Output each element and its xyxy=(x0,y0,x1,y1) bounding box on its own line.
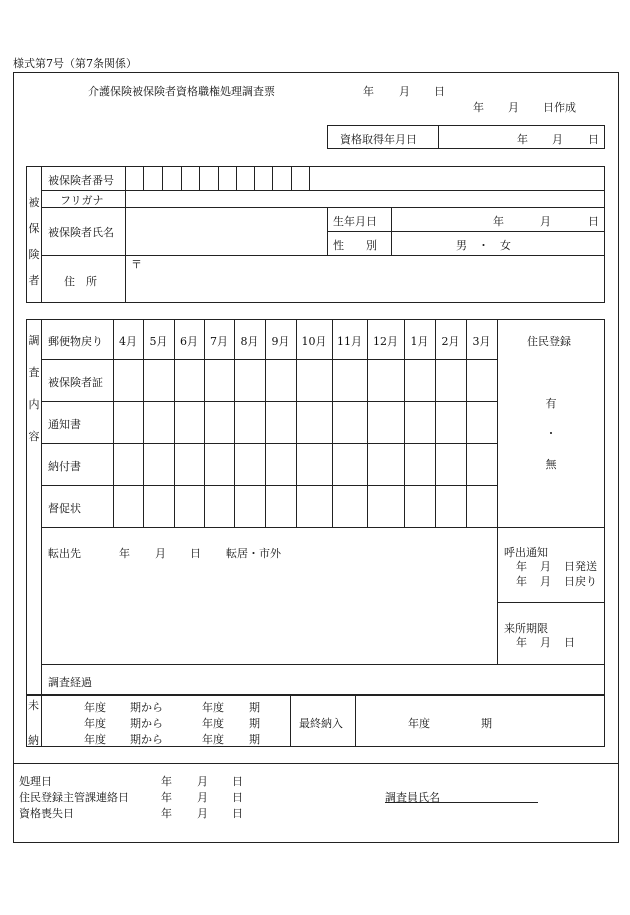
address-field[interactable] xyxy=(126,256,604,302)
birth-date-label: 生年月日 xyxy=(333,215,377,228)
row-label-notice: 通知書 xyxy=(48,418,81,431)
gender-options[interactable]: 男 ・ 女 xyxy=(456,239,511,252)
furigana-label: フリガナ xyxy=(60,194,104,207)
transfer-type[interactable]: 転居・市外 xyxy=(226,547,281,560)
form-number: 様式第7号（第7条関係） xyxy=(13,57,137,70)
month-header: 10月 xyxy=(301,335,327,348)
resident-contact-date-label: 住民登録主管課連絡日 xyxy=(19,791,129,804)
month-header: 1月 xyxy=(410,335,429,348)
month-header: 6月 xyxy=(180,335,198,348)
survey-progress-label: 調査経過 xyxy=(48,676,92,689)
month-header: 11月 xyxy=(337,335,362,348)
insured-name-label: 被保険者氏名 xyxy=(48,226,114,239)
call-notice-label: 呼出通知 xyxy=(504,546,548,559)
investigator-name-underline xyxy=(385,802,538,803)
resident-no[interactable]: 無 xyxy=(545,458,557,471)
visit-deadline-label: 来所期限 xyxy=(504,622,548,635)
gender-label: 性 別 xyxy=(333,239,377,252)
insured-name-field[interactable] xyxy=(126,208,326,254)
insured-number-label: 被保険者番号 xyxy=(48,174,114,187)
furigana-field[interactable] xyxy=(126,191,604,206)
insured-side-label: 被 保 険 者 xyxy=(28,196,40,287)
postal-mark: 〒 xyxy=(131,258,142,271)
month-header: 7月 xyxy=(210,335,228,348)
month-header: 8月 xyxy=(240,335,259,348)
row-label-reminder: 督促状 xyxy=(48,502,81,515)
resident-registration-label: 住民登録 xyxy=(527,335,571,348)
survey-progress-field[interactable] xyxy=(120,665,604,694)
resident-yes[interactable]: 有 xyxy=(545,397,557,410)
month-header: 9月 xyxy=(271,335,290,348)
investigator-name-label: 調査員氏名 xyxy=(385,791,440,804)
qualification-loss-date-label: 資格喪失日 xyxy=(19,807,74,820)
month-header: 4月 xyxy=(119,335,137,348)
month-header: 5月 xyxy=(149,335,168,348)
month-header: 2月 xyxy=(441,335,460,348)
transfer-destination-field[interactable] xyxy=(42,560,496,663)
investigator-name-field[interactable] xyxy=(447,786,538,801)
mail-returned-header: 郵便物戻り xyxy=(48,335,103,348)
unpaid-side-label-top: 未 xyxy=(28,699,39,712)
row-label-payment-slip: 納付書 xyxy=(48,460,81,473)
form-title: 介護保険被保険者資格職権処理調査票 xyxy=(88,85,275,98)
month-header: 3月 xyxy=(472,335,491,348)
insured-number-field[interactable] xyxy=(126,167,309,189)
resident-separator: ・ xyxy=(545,427,557,440)
survey-side-label: 調 査 内 容 xyxy=(28,334,40,443)
processed-date-label: 処理日 xyxy=(19,775,52,788)
last-payment-label: 最終納入 xyxy=(299,717,343,730)
row-label-insurance-card: 被保険者証 xyxy=(48,376,103,389)
month-header: 12月 xyxy=(373,335,398,348)
address-label: 住 所 xyxy=(64,275,97,288)
acquisition-date-label: 資格取得年月日 xyxy=(340,133,417,146)
unpaid-side-label-bottom: 納 xyxy=(28,734,39,747)
transfer-destination-label: 転出先 xyxy=(48,547,81,560)
